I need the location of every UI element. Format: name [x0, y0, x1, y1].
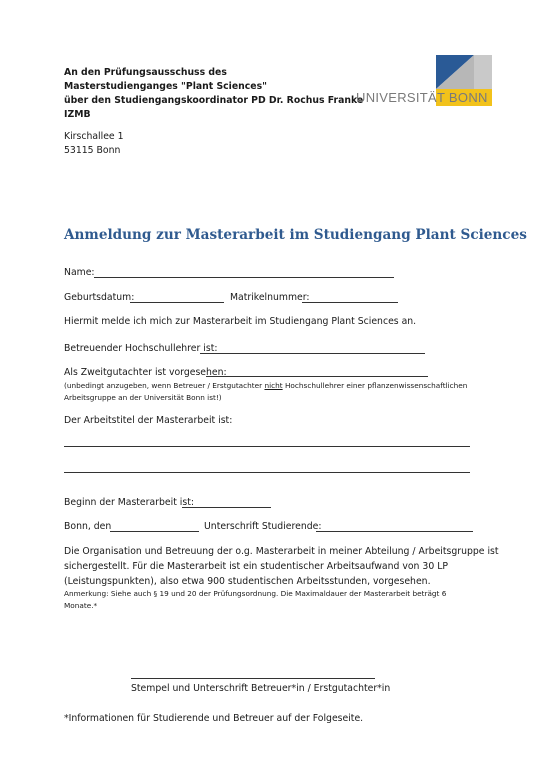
note-text-nicht: nicht	[264, 381, 283, 390]
second-examiner-note	[64, 380, 467, 391]
remark-line-1: Anmerkung: Siehe auch § 19 und 20 der Prüfungsordnung. Die Maximaldauer der Masterarbeit beträgt 6	[64, 589, 447, 598]
start-date-field[interactable]	[182, 507, 271, 508]
organisation-paragraph-line-1: Die Organisation und Betreuung der o.g. Masterarbeit in meiner Abteilung / Arbeitsgruppe ist	[64, 546, 499, 557]
second-examiner-label: Als Zweitgutachter ist vorgesehen:	[64, 367, 227, 378]
student-signature-field[interactable]	[316, 531, 473, 532]
thesis-title-label: Der Arbeitstitel der Masterarbeit ist:	[64, 415, 233, 426]
declaration-text: Hiermit melde ich mich zur Masterarbeit im Studiengang Plant Sciences an.	[64, 316, 417, 327]
place-date-field[interactable]	[110, 531, 199, 532]
university-logo	[356, 55, 492, 110]
supervisor-signature-field[interactable]	[131, 678, 375, 679]
birthdate-label: Geburtsdatum:	[64, 292, 135, 303]
address-line-3: über den Studiengangskoordinator PD Dr. Rochus Franke	[64, 95, 364, 106]
matrikel-label: Matrikelnummer:	[230, 292, 310, 303]
thesis-title-field-1[interactable]	[64, 446, 470, 447]
thesis-title-field-2[interactable]	[64, 472, 470, 473]
address-street: Kirschallee 1	[64, 131, 124, 142]
student-signature-label: Unterschrift Studierende:	[204, 521, 322, 532]
place-date-label: Bonn, den	[64, 521, 112, 532]
organisation-paragraph-line-3: (Leistungspunkten), also etwa 900 studentischen Arbeitsstunden, vorgesehen.	[64, 576, 431, 587]
supervisor-signature-caption: Stempel und Unterschrift Betreuer*in / Erstgutachter*in	[131, 683, 391, 694]
second-examiner-note-line2: Arbeitsgruppe an der Universität Bonn ist!)	[64, 393, 222, 402]
address-line-2: Masterstudienganges "Plant Sciences"	[64, 81, 267, 92]
note-text-b: Hochschullehrer einer pflanzenwissenschaftlichen	[282, 381, 468, 390]
footnote: *Informationen für Studierende und Betreuer auf der Folgeseite.	[64, 713, 364, 724]
name-field[interactable]	[94, 277, 394, 278]
second-examiner-field[interactable]	[206, 376, 428, 377]
address-line-1: An den Prüfungsausschuss des	[64, 67, 227, 78]
matrikel-field[interactable]	[302, 302, 398, 303]
address-city: 53115 Bonn	[64, 145, 121, 156]
note-text-a: (unbedingt anzugeben, wenn Betreuer / Erstgutachter	[64, 381, 265, 390]
university-logo-text: UNIVERSITÄT BONN	[356, 90, 488, 105]
start-date-label: Beginn der Masterarbeit ist:	[64, 497, 194, 508]
supervisor-field[interactable]	[200, 353, 425, 354]
birthdate-field[interactable]	[130, 302, 224, 303]
name-label: Name:	[64, 267, 95, 278]
organisation-paragraph-line-2: sichergestellt. Für die Masterarbeit ist ein studentischer Arbeitsaufwand von 30 LP	[64, 561, 448, 572]
remark-line-2: Monate.*	[64, 601, 98, 610]
page-title: Anmeldung zur Masterarbeit im Studiengang Plant Sciences	[64, 227, 527, 243]
address-line-4: IZMB	[64, 109, 91, 120]
supervisor-label: Betreuender Hochschullehrer ist:	[64, 343, 218, 354]
